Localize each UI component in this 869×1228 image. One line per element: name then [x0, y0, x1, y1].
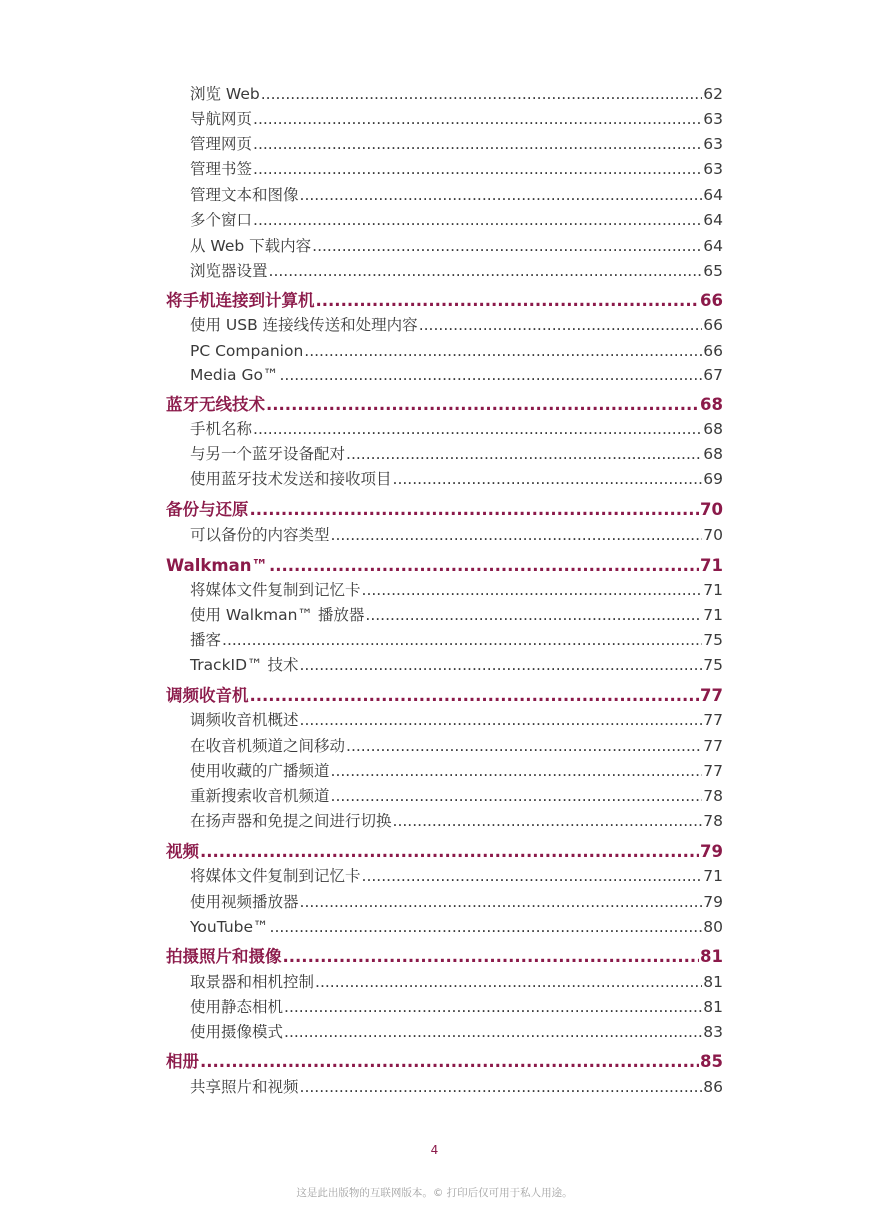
toc-section-entry[interactable] — [166, 555, 723, 577]
toc-entry-page: 71 — [700, 556, 723, 575]
toc-entry[interactable] — [190, 109, 723, 129]
toc-entry-title: 相册 — [166, 1052, 199, 1071]
toc-entry-title: 备份与还原 — [166, 500, 249, 519]
dot-leader — [362, 866, 703, 886]
toc-entry-page: 71 — [703, 867, 723, 885]
toc-entry-title: 浏览 Web — [190, 85, 260, 103]
toc-entry-page: 68 — [700, 395, 723, 414]
toc-entry-title: 将手机连接到计算机 — [166, 291, 315, 310]
dot-leader — [300, 185, 703, 205]
toc-entry-page: 77 — [703, 711, 723, 729]
toc-entry[interactable] — [190, 134, 723, 154]
toc-entry-title: 使用蓝牙技术发送和接收项目 — [190, 470, 392, 488]
toc-entry-title: PC Companion — [190, 342, 304, 360]
toc-entry-title: 播客 — [190, 631, 222, 649]
toc-entry-title: 从 Web 下载内容 — [190, 237, 312, 255]
toc-entry-title: 使用 USB 连接线传送和处理内容 — [190, 316, 418, 334]
toc-entry-page: 64 — [703, 211, 723, 229]
dot-leader — [222, 630, 702, 650]
toc-section-entry[interactable] — [166, 394, 723, 416]
toc-entry-page: 86 — [703, 1078, 723, 1096]
toc-entry-page: 63 — [703, 135, 723, 153]
toc-entry-title: 多个窗口 — [190, 211, 253, 229]
toc-section-entry[interactable] — [166, 841, 723, 863]
toc-entry[interactable] — [190, 236, 723, 256]
toc-entry[interactable] — [190, 444, 723, 464]
toc-entry[interactable] — [190, 736, 723, 756]
toc-entry[interactable] — [190, 341, 723, 361]
toc-entry-title: 手机名称 — [190, 420, 253, 438]
dot-leader — [283, 946, 700, 968]
toc-section-entry[interactable] — [166, 685, 723, 707]
toc-entry-page: 81 — [700, 947, 723, 966]
toc-entry[interactable] — [190, 1077, 723, 1097]
toc-entry-page: 66 — [703, 316, 723, 334]
toc-entry-title: 与另一个蓝牙设备配对 — [190, 445, 346, 463]
dot-leader — [250, 685, 700, 707]
toc-entry-page: 62 — [703, 85, 723, 103]
toc-entry-title: 将媒体文件复制到记忆卡 — [190, 867, 361, 885]
footer-note: 这是此出版物的互联网版本。© 打印后仅可用于私人用途。 — [296, 1187, 573, 1199]
toc-entry-page: 75 — [703, 631, 723, 649]
toc-entry-page: 71 — [703, 581, 723, 599]
toc-entry[interactable] — [190, 605, 723, 625]
dot-leader — [253, 419, 702, 439]
dot-leader — [393, 811, 703, 831]
toc-entry-page: 81 — [703, 973, 723, 991]
toc-entry[interactable] — [190, 917, 723, 937]
dot-leader — [253, 134, 702, 154]
toc-entry-title: 使用收藏的广播频道 — [190, 762, 330, 780]
dot-leader — [365, 605, 702, 625]
page-number: 4 — [430, 1143, 439, 1157]
toc-entry-page: 80 — [703, 918, 723, 936]
toc-entry-page: 77 — [703, 762, 723, 780]
toc-entry-page: 63 — [703, 110, 723, 128]
toc-entry[interactable] — [190, 892, 723, 912]
toc-entry-title: Media Go™ — [190, 366, 279, 384]
dot-leader — [346, 736, 702, 756]
toc-entry[interactable] — [190, 710, 723, 730]
dot-leader — [253, 159, 702, 179]
dot-leader — [261, 84, 703, 104]
dot-leader — [266, 394, 699, 416]
dot-leader — [300, 710, 703, 730]
dot-leader — [200, 1051, 699, 1073]
toc-entry-page: 66 — [700, 291, 723, 310]
toc-entry-title: Walkman™ — [166, 556, 268, 575]
dot-leader — [300, 655, 703, 675]
toc-entry-title: 重新搜索收音机频道 — [190, 787, 330, 805]
dot-leader — [253, 210, 702, 230]
toc-entry-page: 67 — [703, 366, 723, 384]
toc-entry-title: 管理书签 — [190, 160, 253, 178]
toc-entry-title: 管理文本和图像 — [190, 186, 299, 204]
toc-entry-page: 81 — [703, 998, 723, 1016]
toc-entry-title: 在收音机频道之间移动 — [190, 737, 346, 755]
toc-entry-page: 85 — [700, 1052, 723, 1071]
dot-leader — [279, 365, 702, 385]
toc-section-entry[interactable] — [166, 290, 723, 312]
toc-entry-page: 77 — [703, 737, 723, 755]
toc-entry[interactable] — [190, 185, 723, 205]
toc-entry[interactable] — [190, 469, 723, 489]
toc-entry-title: TrackID™ 技术 — [190, 656, 299, 674]
dot-leader — [315, 972, 702, 992]
dot-leader — [284, 997, 702, 1017]
toc-entry[interactable] — [190, 210, 723, 230]
toc-section-entry[interactable] — [166, 1051, 723, 1073]
toc-entry[interactable] — [190, 315, 723, 335]
toc-entry-title: 使用 Walkman™ 播放器 — [190, 606, 365, 624]
toc-entry-page: 79 — [703, 893, 723, 911]
toc-entry[interactable] — [190, 972, 723, 992]
toc-entry-page: 71 — [703, 606, 723, 624]
toc-entry-page: 65 — [703, 262, 723, 280]
dot-leader — [331, 525, 703, 545]
toc-entry[interactable] — [190, 655, 723, 675]
toc-entry-title: 在扬声器和免提之间进行切换 — [190, 812, 392, 830]
dot-leader — [284, 1022, 702, 1042]
toc-entry-page: 79 — [700, 842, 723, 861]
dot-leader — [270, 917, 703, 937]
toc-section-entry[interactable] — [166, 499, 723, 521]
toc-entry-page: 70 — [700, 500, 723, 519]
dot-leader — [331, 761, 703, 781]
toc-entry-page: 78 — [703, 787, 723, 805]
toc-entry[interactable] — [190, 997, 723, 1017]
toc-entry-page: 83 — [703, 1023, 723, 1041]
dot-leader — [269, 261, 703, 281]
toc-entry-title: 导航网页 — [190, 110, 253, 128]
toc-entry[interactable] — [190, 261, 723, 281]
toc-entry-title: 可以备份的内容类型 — [190, 526, 330, 544]
dot-leader — [300, 892, 703, 912]
dot-leader — [250, 499, 700, 521]
dot-leader — [300, 1077, 703, 1097]
toc-entry[interactable] — [190, 811, 723, 831]
dot-leader — [312, 236, 702, 256]
toc-section-entry[interactable] — [166, 946, 723, 968]
toc-entry[interactable] — [190, 159, 723, 179]
toc-entry-title: 视频 — [166, 842, 199, 861]
toc-entry-title: 管理网页 — [190, 135, 253, 153]
toc-entry-title: 浏览器设置 — [190, 262, 268, 280]
toc-entry-title: 调频收音机 — [166, 686, 249, 705]
toc-entry-title: 共享照片和视频 — [190, 1078, 299, 1096]
toc-entry[interactable] — [190, 1022, 723, 1042]
toc-entry-title: 使用视频播放器 — [190, 893, 299, 911]
toc-entry[interactable] — [190, 419, 723, 439]
toc-entry[interactable] — [190, 84, 723, 104]
toc-entry-page: 68 — [703, 445, 723, 463]
toc-entry-page: 70 — [703, 526, 723, 544]
toc-entry[interactable] — [190, 580, 723, 600]
toc-entry-page: 63 — [703, 160, 723, 178]
toc-entry[interactable] — [190, 866, 723, 886]
toc-entry-title: 将媒体文件复制到记忆卡 — [190, 581, 361, 599]
toc-entry-page: 64 — [703, 186, 723, 204]
toc-entry-page: 69 — [703, 470, 723, 488]
toc-entry-page: 66 — [703, 342, 723, 360]
toc-entry-title: 蓝牙无线技术 — [166, 395, 265, 414]
toc-entry[interactable] — [190, 365, 723, 385]
dot-leader — [362, 580, 703, 600]
toc-entry-page: 78 — [703, 812, 723, 830]
toc-entry-title: 使用摄像模式 — [190, 1023, 284, 1041]
toc-entry-page: 77 — [700, 686, 723, 705]
toc-entry-page: 75 — [703, 656, 723, 674]
toc-entry-title: 使用静态相机 — [190, 998, 284, 1016]
dot-leader — [200, 841, 699, 863]
toc-entry-page: 68 — [703, 420, 723, 438]
toc-entry-title: YouTube™ — [190, 918, 269, 936]
toc-entry[interactable] — [190, 525, 723, 545]
dot-leader — [304, 341, 702, 361]
toc-entry-title: 取景器和相机控制 — [190, 973, 315, 991]
dot-leader — [253, 109, 702, 129]
dot-leader — [419, 315, 703, 335]
toc-entry-title: 拍摄照片和摄像 — [166, 947, 282, 966]
dot-leader — [346, 444, 702, 464]
dot-leader — [316, 290, 700, 312]
dot-leader — [269, 555, 699, 577]
toc-entry[interactable] — [190, 630, 723, 650]
toc-entry[interactable] — [190, 786, 723, 806]
toc-entry[interactable] — [190, 761, 723, 781]
dot-leader — [393, 469, 703, 489]
toc-entry-title: 调频收音机概述 — [190, 711, 299, 729]
toc-entry-page: 64 — [703, 237, 723, 255]
dot-leader — [331, 786, 703, 806]
